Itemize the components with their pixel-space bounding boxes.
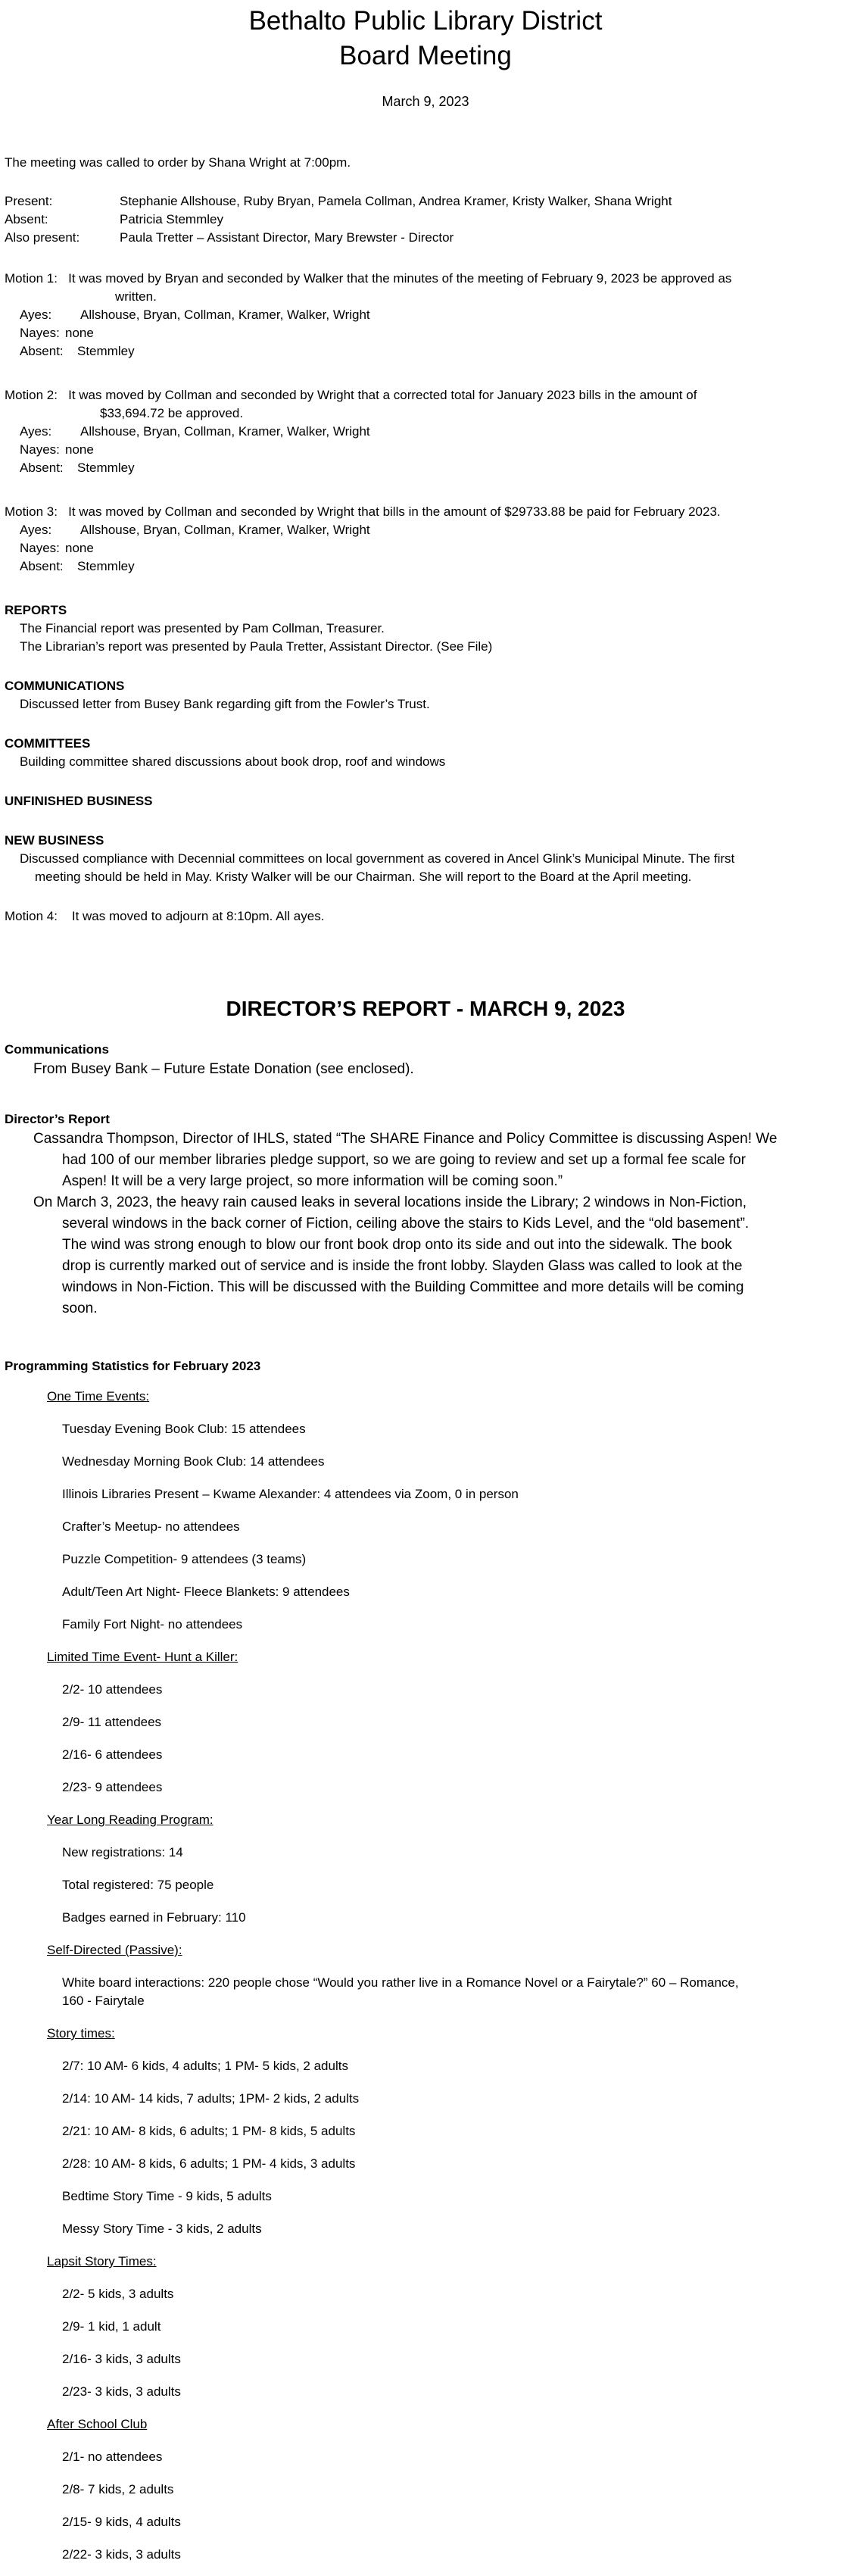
dr-directors-report-heading: Director’s Report	[5, 1112, 110, 1126]
reports-heading: REPORTS	[5, 603, 67, 617]
self-directed-line-2: 160 - Fairytale	[62, 1994, 145, 2008]
document-title: Bethalto Public Library District	[248, 6, 603, 36]
motion-2-absent: Absent: Stemmley	[20, 461, 135, 475]
list-item: Tuesday Evening Book Club: 15 attendees	[62, 1422, 306, 1436]
committees-line: Building committee shared discussions about book drop, roof and windows	[20, 754, 446, 769]
present-list: Stephanie Allshouse, Ruby Bryan, Pamela Collman, Andrea Kramer, Kristy Walker, Shana Wright	[120, 194, 672, 208]
communications-line: Discussed letter from Busey Bank regarding gift from the Fowler’s Trust.	[20, 697, 430, 711]
year-long-heading: Year Long Reading Program:	[47, 1813, 214, 1827]
motion-2-nayes: Nayes: none	[20, 442, 94, 457]
dr-paragraph-1-line-3: Aspen! It will be a very large project, so more information will be coming soon.”	[62, 1173, 563, 1189]
list-item: 2/7: 10 AM- 6 kids, 4 adults; 1 PM- 5 kids, 2 adults	[62, 2059, 348, 2073]
list-item: 2/15- 9 kids, 4 adults	[62, 2515, 181, 2529]
dr-paragraph-2-line-6: soon.	[62, 1300, 98, 1316]
motion-2-ayes: Ayes: Allshouse, Bryan, Collman, Kramer, Walker, Wright	[20, 424, 370, 439]
motion-2-line1: Motion 2: It was moved by Collman and seconded by Wright that a corrected total for January 2023 bills in the amount of	[5, 388, 697, 402]
story-times-heading: Story times:	[47, 2026, 115, 2041]
absent-list: Patricia Stemmley	[120, 212, 223, 226]
dr-paragraph-2-line-4: drop is currently marked out of service and is inside the front lobby. Slayden Glass was called to look at the	[62, 1258, 743, 1274]
list-item: 2/21: 10 AM- 8 kids, 6 adults; 1 PM- 8 kids, 5 adults	[62, 2124, 356, 2138]
motion-1-line2: written.	[115, 289, 157, 304]
list-item: 2/2- 10 attendees	[62, 1682, 163, 1697]
motion-2-line2: $33,694.72 be approved.	[100, 406, 244, 420]
dr-paragraph-2-line-1: On March 3, 2023, the heavy rain caused leaks in several locations inside the Library; 2 windows in Non-Fiction,	[33, 1194, 747, 1210]
also-present-label: Also present:	[5, 230, 80, 245]
motion-1-label: Motion 1:	[5, 271, 58, 286]
list-item: 2/23- 9 attendees	[62, 1780, 163, 1794]
list-item: 2/22- 3 kids, 3 adults	[62, 2547, 181, 2562]
dr-paragraph-1-line-2: had 100 of our member libraries pledge support, so we are going to review and set up a formal fee scale for	[62, 1152, 747, 1168]
call-to-order: The meeting was called to order by Shana Wright at 7:00pm.	[5, 155, 351, 170]
reports-line-1: The Financial report was presented by Pam Collman, Treasurer.	[20, 621, 385, 635]
motion-3-absent: Absent: Stemmley	[20, 559, 135, 573]
new-business-line-2: meeting should be held in May. Kristy Walker will be our Chairman. She will report to the Board at the April meeting.	[35, 870, 692, 884]
document-subtitle: Board Meeting	[339, 41, 512, 70]
self-directed-line-1: White board interactions: 220 people chose “Would you rather live in a Romance Novel or a Fairytale?” 60 – Romance,	[62, 1975, 739, 1990]
self-directed-heading: Self-Directed (Passive):	[47, 1943, 182, 1957]
list-item: New registrations: 14	[62, 1845, 183, 1859]
motion-1-line1: Motion 1: It was moved by Bryan and seconded by Walker that the minutes of the meeting of February 9, 2023 be approved as	[5, 271, 732, 286]
new-business-line-1: Discussed compliance with Decennial committees on local government as covered in Ancel Glink’s Municipal Minute. The first	[20, 851, 735, 866]
directors-report-heading: DIRECTOR’S REPORT - MARCH 9, 2023	[226, 997, 625, 1020]
motion-2-label: Motion 2:	[5, 388, 58, 402]
also-present-row	[5, 229, 454, 247]
list-item: Bedtime Story Time - 9 kids, 5 adults	[62, 2189, 272, 2203]
also-present-list: Paula Tretter – Assistant Director, Mary Brewster - Director	[120, 230, 454, 245]
list-item: Family Fort Night- no attendees	[62, 1617, 243, 1631]
list-item: 2/2- 5 kids, 3 adults	[62, 2287, 174, 2301]
absent-row	[5, 211, 223, 229]
motion-3-ayes: Ayes: Allshouse, Bryan, Collman, Kramer, Walker, Wright	[20, 523, 370, 537]
motion-4-label: Motion 4:	[5, 909, 58, 923]
committees-heading: COMMITTEES	[5, 736, 91, 751]
list-item: Illinois Libraries Present – Kwame Alexander: 4 attendees via Zoom, 0 in person	[62, 1487, 519, 1501]
motion-1-nayes: Nayes: none	[20, 326, 94, 340]
list-item: 2/28: 10 AM- 8 kids, 6 adults; 1 PM- 4 kids, 3 adults	[62, 2156, 356, 2171]
list-item: 2/16- 3 kids, 3 adults	[62, 2352, 181, 2366]
dr-paragraph-1-line-1: Cassandra Thompson, Director of IHLS, stated “The SHARE Finance and Policy Committee is discussing Aspen! We	[33, 1131, 778, 1147]
motion-3-label: Motion 3:	[5, 504, 58, 519]
one-time-events-heading: One Time Events:	[47, 1389, 150, 1404]
list-item: Messy Story Time - 3 kids, 2 adults	[62, 2222, 262, 2236]
list-item: Wednesday Morning Book Club: 14 attendees	[62, 1454, 325, 1469]
list-item: Crafter’s Meetup- no attendees	[62, 1519, 240, 1534]
list-item: 2/1- no attendees	[62, 2450, 163, 2464]
list-item: Adult/Teen Art Night- Fleece Blankets: 9 attendees	[62, 1585, 350, 1599]
new-business-heading: NEW BUSINESS	[5, 833, 104, 848]
after-school-heading: After School Club	[47, 2417, 148, 2431]
motion-3-line1: Motion 3: It was moved by Collman and seconded by Wright that bills in the amount of $29733.88 be paid for February 2023.	[5, 504, 721, 519]
list-item: Puzzle Competition- 9 attendees (3 teams)	[62, 1552, 307, 1566]
list-item: 2/14: 10 AM- 14 kids, 7 adults; 1PM- 2 kids, 2 adults	[62, 2091, 360, 2106]
list-item: Total registered: 75 people	[62, 1878, 214, 1892]
limited-time-heading: Limited Time Event- Hunt a Killer:	[47, 1650, 238, 1664]
present-label: Present:	[5, 194, 53, 208]
list-item: 2/16- 6 attendees	[62, 1747, 163, 1762]
dr-paragraph-2-line-2: several windows in the back corner of Fiction, ceiling above the stairs to Kids Level, and the “old basement”.	[62, 1216, 750, 1232]
dr-communications-line: From Busey Bank – Future Estate Donation (see enclosed).	[33, 1061, 414, 1077]
programming-heading: Programming Statistics for February 2023	[5, 1359, 261, 1373]
motion-1-ayes: Ayes: Allshouse, Bryan, Collman, Kramer, Walker, Wright	[20, 308, 370, 322]
communications-heading: COMMUNICATIONS	[5, 679, 125, 693]
dr-communications-heading: Communications	[5, 1042, 109, 1057]
list-item: 2/8- 7 kids, 2 adults	[62, 2482, 174, 2496]
dr-paragraph-2-line-5: windows in Non-Fiction. This will be discussed with the Building Committee and more details will be coming	[62, 1279, 744, 1295]
present-row	[5, 192, 672, 211]
meeting-date: March 9, 2023	[382, 94, 469, 109]
lapsit-heading: Lapsit Story Times:	[47, 2254, 157, 2268]
list-item: 2/9- 11 attendees	[62, 1715, 162, 1729]
motion-4: Motion 4: It was moved to adjourn at 8:10pm. All ayes.	[5, 909, 325, 923]
list-item: 2/9- 1 kid, 1 adult	[62, 2319, 161, 2334]
unfinished-business-heading: UNFINISHED BUSINESS	[5, 794, 153, 808]
motion-1-absent: Absent: Stemmley	[20, 344, 135, 358]
dr-paragraph-2-line-3: The wind was strong enough to blow our front book drop onto its side and out into the sidewalk. The book	[62, 1237, 732, 1253]
absent-label: Absent:	[5, 212, 48, 226]
list-item: Badges earned in February: 110	[62, 1910, 246, 1925]
reports-line-2: The Librarian’s report was presented by Paula Tretter, Assistant Director. (See File)	[20, 639, 493, 654]
motion-3-nayes: Nayes: none	[20, 541, 94, 555]
list-item: 2/23- 3 kids, 3 adults	[62, 2384, 181, 2399]
